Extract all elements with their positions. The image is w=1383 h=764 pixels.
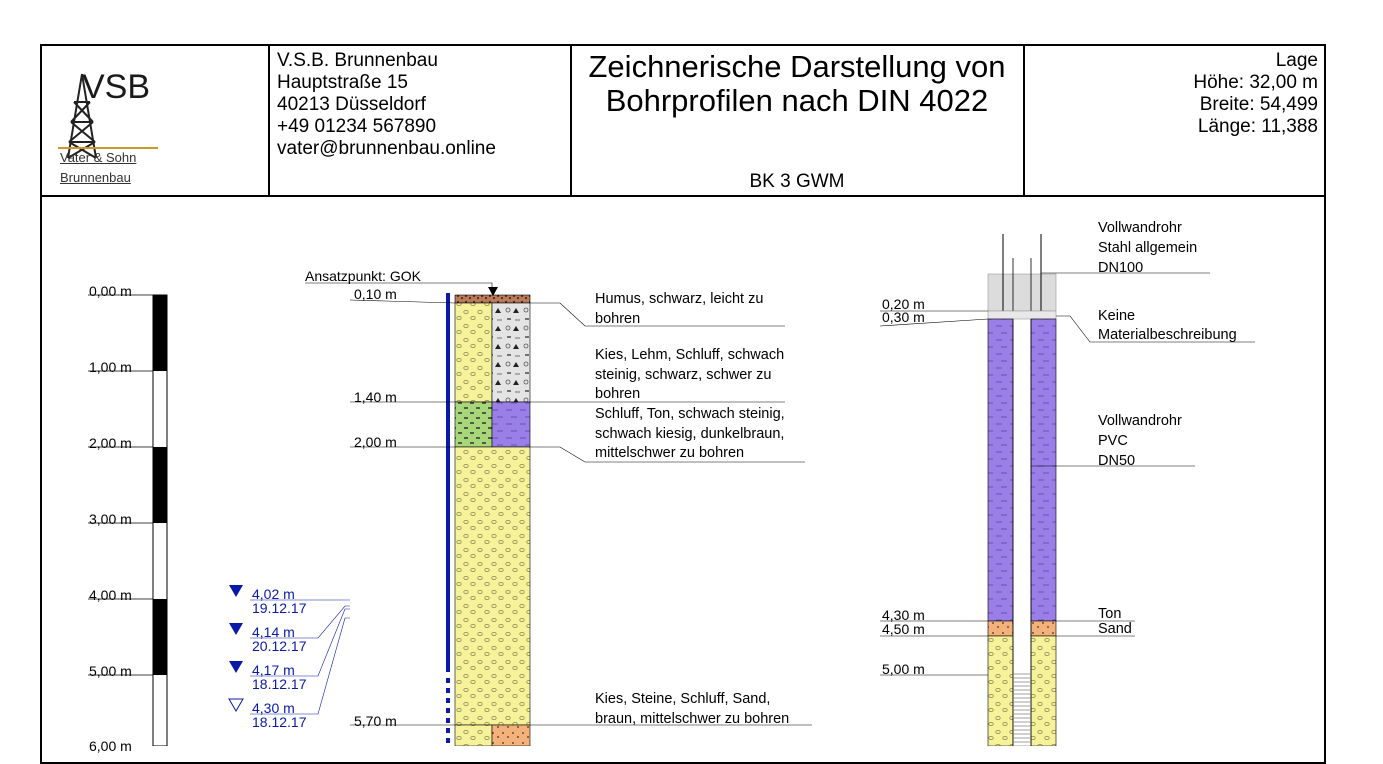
- description-line: schwach kiesig, dunkelbraun,: [595, 425, 785, 442]
- groundwater-reading: [252, 587, 307, 615]
- groundwater-open-icon: [229, 699, 243, 711]
- description-line: mittelschwer zu bohren: [595, 445, 745, 461]
- layer-depth: 0,10 m: [354, 286, 397, 302]
- well-construction: [988, 234, 1056, 746]
- scale-label: 2,00 m: [89, 435, 132, 451]
- well-depth: 0,30 m: [882, 309, 925, 325]
- boring-profile: [305, 283, 530, 746]
- title-line-1: Zeichnerische Darstellung von: [588, 49, 1006, 84]
- description-line: Humus, schwarz, leicht zu: [595, 291, 764, 307]
- scale-label: 3,00 m: [89, 511, 132, 527]
- company-name: V.S.B. Brunnenbau: [277, 50, 438, 71]
- description-line: Kies, Lehm, Schluff, schwach: [595, 347, 785, 363]
- description-line: Schluff, Ton, schwach steinig,: [595, 406, 785, 422]
- layer-depth: 2,00 m: [354, 434, 397, 450]
- layer-description: [595, 346, 784, 405]
- seal-label: [1098, 607, 1132, 637]
- scale-label: 5,00 m: [89, 663, 132, 679]
- company-email: vater@brunnenbau.online: [277, 138, 496, 159]
- location-longitude: Länge: 11,388: [1197, 116, 1318, 137]
- label-line: Materialbeschreibung: [1098, 327, 1237, 343]
- no-material-label: [1098, 307, 1237, 345]
- groundwater-reading: [252, 663, 307, 691]
- label-line: PVC: [1098, 433, 1128, 449]
- casing-pvc-label: [1098, 411, 1182, 471]
- location-label: Lage: [1275, 50, 1318, 71]
- scale-leader-lines: [88, 295, 153, 675]
- location-height: Höhe: 32,00 m: [1193, 72, 1318, 93]
- label-line: DN100: [1098, 260, 1144, 276]
- location-latitude: Breite: 54,499: [1199, 94, 1318, 115]
- groundwater-filled-icon: [229, 623, 243, 635]
- groundwater-reading: [252, 625, 307, 653]
- label-line: Stahl allgemein: [1098, 240, 1198, 256]
- description-line: steinig, schwarz, schwer zu: [595, 366, 772, 383]
- label-line: Sand: [1098, 621, 1132, 637]
- label-line: Vollwandrohr: [1098, 220, 1182, 236]
- groundwater-depth: 4,17 m: [252, 662, 295, 678]
- scale-label: 4,00 m: [89, 587, 132, 603]
- label-line: Ton: [1098, 606, 1122, 622]
- description-line: braun, mittelschwer zu bohren: [595, 710, 790, 727]
- groundwater-date: 20.12.17: [252, 638, 307, 654]
- groundwater-filled-icon: [229, 661, 243, 673]
- label-line: DN50: [1098, 453, 1136, 469]
- layer-description: [595, 405, 785, 464]
- scale-label: 6,00 m: [89, 738, 132, 754]
- label-line: Keine: [1098, 308, 1136, 324]
- ansatzpunkt-label: Ansatzpunkt: GOK: [305, 268, 421, 284]
- well-depth: 5,00 m: [882, 661, 925, 677]
- layer-depth: 1,40 m: [354, 389, 397, 405]
- well-depth-pair: [882, 298, 925, 324]
- company-street: Hauptstraße 15: [277, 72, 408, 93]
- logo-text: VSB: [82, 68, 151, 106]
- logo-subtitle-1: Vater & Sohn: [60, 150, 137, 165]
- layer-description: [595, 290, 763, 329]
- scale-label: 0,00 m: [89, 283, 132, 299]
- label-line: Vollwandrohr: [1098, 413, 1182, 429]
- company-city: 40213 Düsseldorf: [277, 94, 426, 115]
- groundwater-date: 19.12.17: [252, 600, 307, 616]
- groundwater-depth: 4,02 m: [252, 586, 295, 602]
- title-line-2: Bohrprofilen nach DIN 4022: [605, 83, 989, 118]
- groundwater-date: 18.12.17: [252, 714, 307, 730]
- casing-steel-label: [1098, 218, 1197, 278]
- description-line: bohren: [595, 386, 641, 402]
- layer-depth: 5,70 m: [354, 713, 397, 729]
- ansatzpunkt-marker-icon: [488, 287, 498, 296]
- well-depth: 4,50 m: [882, 621, 925, 637]
- filter-screen: [1014, 672, 1030, 746]
- depth-scale: [153, 295, 167, 746]
- groundwater-filled-icon: [229, 585, 243, 597]
- groundwater-reading: [252, 701, 307, 729]
- well-depth: 0,20 m: [882, 296, 925, 312]
- description-line: Kies, Steine, Schluff, Sand,: [595, 691, 771, 707]
- groundwater-depth: 4,14 m: [252, 624, 295, 640]
- scale-label: 1,00 m: [89, 359, 132, 375]
- logo-subtitle-2: Brunnenbau: [60, 170, 131, 185]
- well-depth: 4,30 m: [882, 607, 925, 623]
- drawing-subtitle: BK 3 GWM: [749, 171, 845, 192]
- company-phone: +49 01234 567890: [277, 116, 437, 137]
- groundwater-depth: 4,30 m: [252, 700, 295, 716]
- well-depth-pair: [882, 608, 925, 636]
- description-line: bohren: [595, 310, 641, 327]
- groundwater-date: 18.12.17: [252, 676, 307, 692]
- layer-description: [595, 690, 789, 729]
